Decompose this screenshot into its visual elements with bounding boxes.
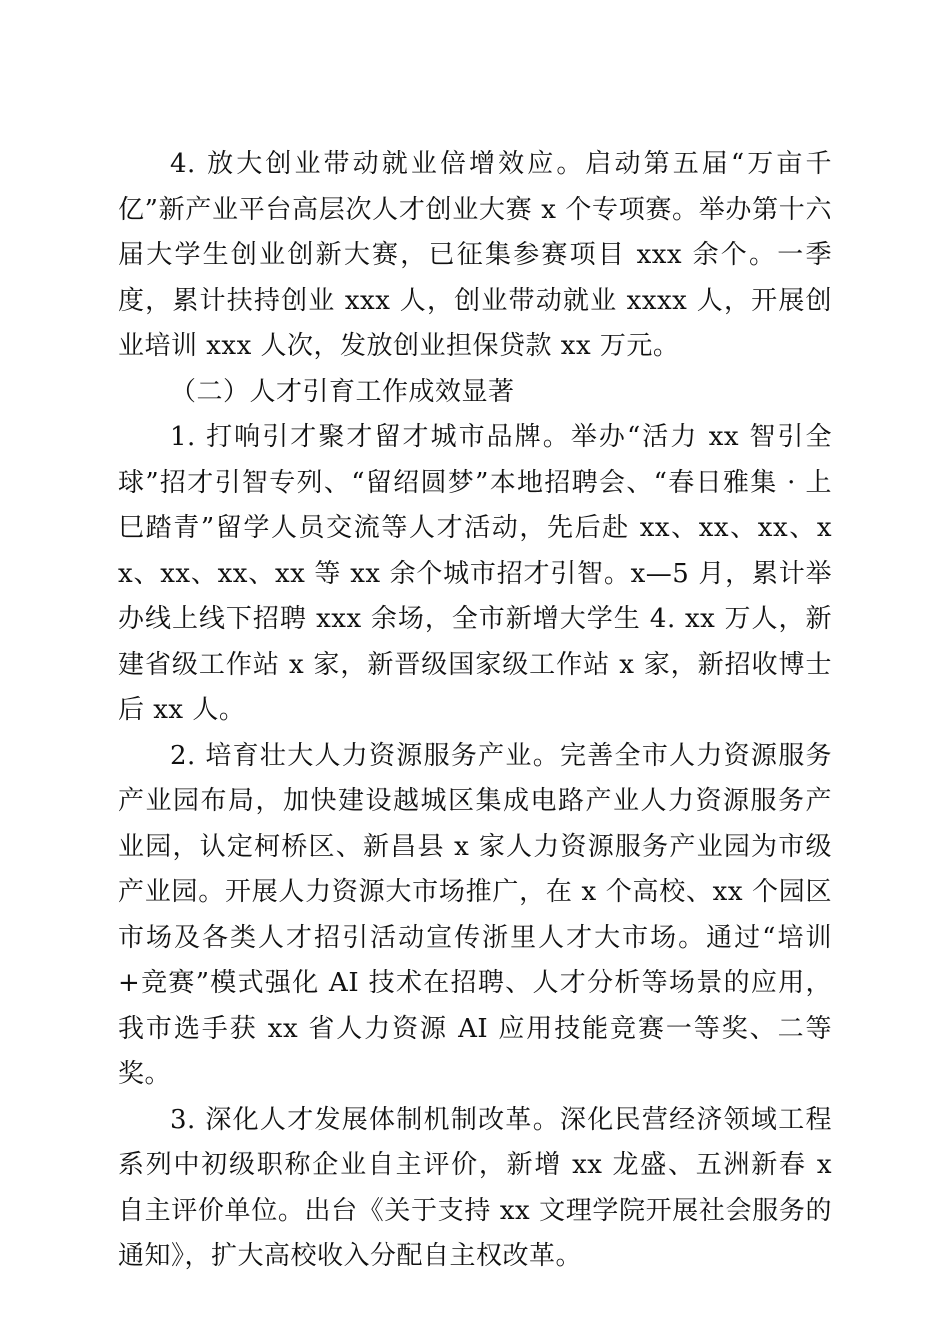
paragraph-hr-service-industry: 2. 培育壮大人力资源服务产业。完善全市人力资源服务产业园布局，加快建设越城区集成电路产业人力资源服务产业园，认定柯桥区、新昌县 x 家人力资源服务产业园为市级产业园。开展人力资源大市场推广，在 x 个高校、xx 个园区市场及各类人才招引活动宣传浙里人才大市场。通过“培训+竞赛”模式强化 AI 技术在招聘、人才分析等场景的应用，我市选手获 xx 省人力资源 AI 应用技能竞赛一等奖、二等奖。 — [118, 740, 832, 1089]
section-heading-talent: （二）人才引育工作成效显著 — [170, 376, 515, 407]
paragraph-entrepreneurship-employment: 4. 放大创业带动就业倍增效应。启动第五届“万亩千亿”新产业平台高层次人才创业大赛 x 个专项赛。举办第十六届大学生创业创新大赛，已征集参赛项目 xxx 余个。一季度，累计扶持创业 xxx 人，创业带动就业 xxxx 人，开展创业培训 xxx 人次，发放创业担保贷款 xx 万元。 — [118, 149, 832, 361]
document-body — [118, 142, 832, 1280]
paragraph-talent-reform: 3. 深化人才发展体制机制改革。深化民营经济领域工程系列中初级职称企业自主评价，新增 xx 龙盛、五洲新春 x 自主评价单位。出台《关于支持 xx 文理学院开展社会服务的通知》，扩大高校收入分配自主权改革。 — [118, 1104, 832, 1271]
paragraph-talent-brand: 1. 打响引才聚才留才城市品牌。举办“活力 xx 智引全球”招才引智专列、“留绍圆梦”本地招聘会、“春日雅集 · 上巳踏青”留学人员交流等人才活动，先后赴 xx、xx、xx、xx、xx、xx、xx 等 xx 余个城市招才引智。x—5 月，累计举办线上线下招聘 xxx 余场，全市新增大学生 4. xx 万人，新建省级工作站 x 家，新晋级国家级工作站 x 家，新招收博士后 xx 人。 — [118, 422, 832, 725]
